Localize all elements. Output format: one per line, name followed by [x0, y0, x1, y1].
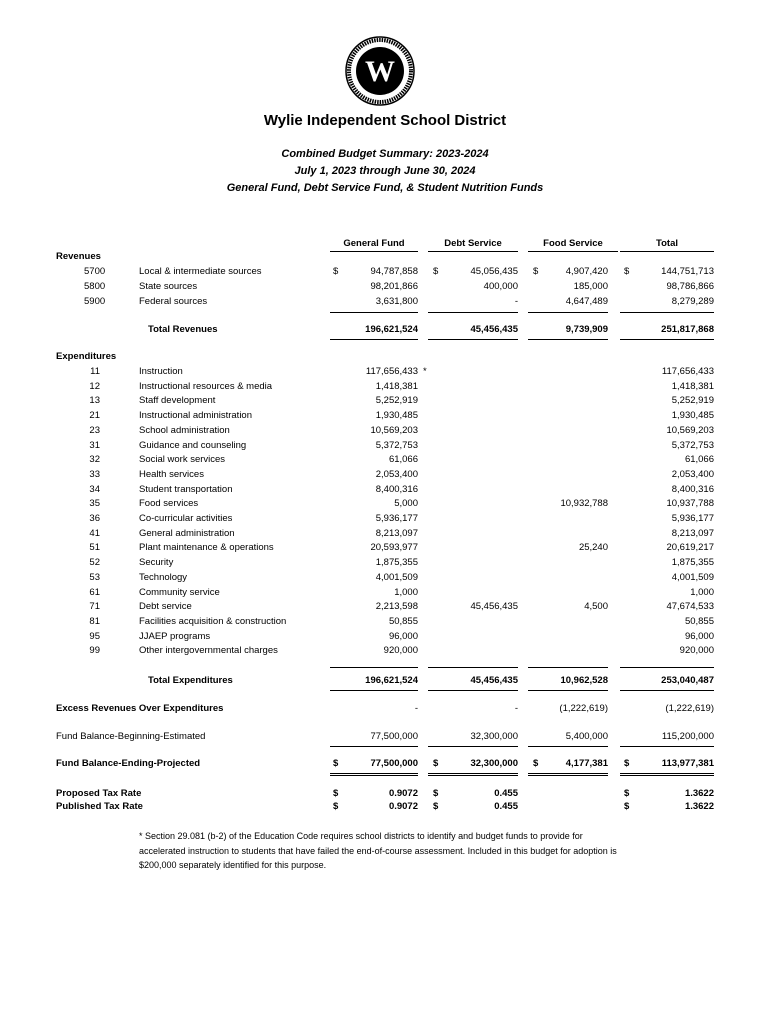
cell-fs: 4,500 — [584, 601, 608, 613]
cell-gf: 117,656,433 — [365, 366, 418, 377]
cell-gf: 1,930,485 — [375, 410, 418, 422]
row-name: State sources — [139, 281, 198, 292]
row-name: Plant maintenance & operations — [139, 542, 274, 554]
funds-description: General Fund, Debt Service Fund, & Student Nutrition Funds — [226, 182, 544, 194]
row-name: General administration — [139, 527, 235, 539]
row-name: JJAEP programs — [139, 630, 211, 642]
total-rule — [528, 339, 608, 340]
total-rule — [330, 773, 418, 774]
row-name: School administration — [139, 424, 230, 436]
proposed-tax-rate-label: Proposed Tax Rate — [56, 788, 142, 799]
row-code: 32 — [89, 454, 100, 466]
svg-text:W: W — [365, 55, 395, 88]
total-rule — [428, 312, 518, 313]
cell-total: 47,674,533 — [666, 601, 714, 613]
cell-total: 251,817,868 — [661, 324, 714, 335]
col-debt-service: Debt Service — [428, 238, 518, 252]
row-name: Instruction — [139, 366, 183, 377]
cell-ds: 45,456,435 — [470, 601, 518, 613]
col-general-fund: General Fund — [330, 238, 418, 252]
row-name: Food services — [139, 498, 199, 510]
col-total: Total — [620, 238, 714, 252]
cell-ds: 0.455 — [494, 788, 518, 799]
footnote-marker: * — [423, 366, 427, 377]
total-rule — [330, 339, 418, 340]
cell-gf: 3,631,800 — [375, 296, 418, 307]
total-rule — [330, 690, 418, 691]
cell-total: 115,200,000 — [661, 731, 714, 742]
total-rule — [528, 773, 608, 774]
cell-total: 10,569,203 — [666, 424, 714, 436]
total-rule — [528, 690, 608, 691]
cell-gf: 920,000 — [383, 645, 418, 657]
cell-total: 8,400,316 — [671, 483, 714, 495]
row-code: 31 — [89, 439, 100, 451]
cell-total: 20,619,217 — [666, 542, 714, 554]
cell-gf: 4,001,509 — [375, 571, 418, 583]
cell-ds: 32,300,000 — [470, 758, 518, 769]
cell-gf: 1,000 — [394, 586, 418, 598]
cell-total: 2,053,400 — [671, 468, 714, 480]
cell-gf: 98,201,866 — [370, 281, 418, 292]
row-name: Social work services — [139, 454, 226, 466]
row-name: Debt service — [139, 601, 192, 613]
district-seal-logo — [345, 36, 415, 106]
cell-ds: 0.455 — [494, 801, 518, 812]
cell-ds: 32,300,000 — [470, 731, 518, 742]
cell-gf: 2,053,400 — [375, 468, 418, 480]
cell-total: 98,786,866 — [666, 281, 714, 292]
total-rule — [428, 746, 518, 747]
cell-fs: 9,739,909 — [565, 324, 608, 335]
dollar-sign: $ — [624, 788, 630, 799]
cell-gf: 77,500,000 — [370, 758, 418, 769]
cell-total: 117,656,433 — [661, 366, 714, 377]
cell-gf: - — [414, 703, 418, 714]
row-code: 21 — [89, 410, 100, 422]
cell-total: 8,279,289 — [671, 296, 714, 307]
row-code: 11 — [90, 366, 100, 377]
dollar-sign: $ — [624, 266, 630, 277]
dollar-sign: $ — [533, 758, 539, 769]
cell-total: 113,977,381 — [661, 758, 714, 769]
cell-gf: 196,621,524 — [365, 324, 418, 335]
cell-gf: 196,621,524 — [365, 675, 418, 686]
row-name: Instructional administration — [139, 410, 252, 422]
footnote: * Section 29.081 (b-2) of the Education Code requires school districts to identify and budget funds to provide for accelerated instruction to students that have failed the end-of-course assessment. Included in this budget for adoption is $200,000 separately identified for this purpose. — [139, 831, 617, 870]
cell-fs: (1,222,619) — [559, 703, 608, 714]
cell-gf: 96,000 — [388, 630, 418, 642]
cell-total: 1.3622 — [684, 801, 714, 812]
total-rule — [620, 339, 714, 340]
cell-total: 253,040,487 — [661, 675, 714, 686]
col-food-service: Food Service — [528, 238, 618, 252]
district-title: Wylie Independent School District — [263, 112, 507, 129]
row-code: 99 — [89, 645, 100, 657]
dollar-sign: $ — [333, 758, 339, 769]
cell-gf: 94,787,858 — [370, 266, 418, 277]
cell-total: 1,000 — [690, 586, 714, 598]
cell-fs: 5,400,000 — [565, 731, 608, 742]
row-code: 23 — [89, 424, 100, 436]
row-name: Student transportation — [139, 483, 233, 495]
total-rule — [528, 775, 608, 776]
row-code: 35 — [89, 498, 100, 510]
cell-ds: 45,456,435 — [470, 324, 518, 335]
row-code: 12 — [89, 380, 100, 392]
cell-gf: 50,855 — [388, 615, 418, 627]
row-name: Federal sources — [139, 296, 208, 307]
cell-ds: - — [514, 296, 518, 307]
row-code: 71 — [89, 601, 100, 613]
cell-gf: 20,593,977 — [370, 542, 418, 554]
cell-gf: 5,000 — [394, 498, 418, 510]
dollar-sign: $ — [333, 801, 339, 812]
total-rule — [428, 775, 518, 776]
dollar-sign: $ — [433, 801, 439, 812]
cell-total: 1,875,355 — [671, 557, 714, 569]
total-expenditures-label: Total Expenditures — [148, 675, 233, 686]
cell-fs: 10,962,528 — [560, 675, 608, 686]
row-name: Co-curricular activities — [139, 513, 233, 524]
total-rule — [330, 667, 418, 668]
revenues-heading: Revenues — [56, 251, 101, 262]
cell-fs: 4,647,489 — [565, 296, 608, 307]
cell-ds: 45,456,435 — [470, 675, 518, 686]
cell-fs: 4,177,381 — [565, 758, 608, 769]
dollar-sign: $ — [333, 788, 339, 799]
total-rule — [620, 746, 714, 747]
row-code: 53 — [89, 571, 100, 583]
cell-total: 5,252,919 — [671, 395, 714, 407]
cell-ds: - — [514, 703, 518, 714]
row-code: 13 — [89, 395, 100, 407]
cell-total: 10,937,788 — [666, 498, 714, 510]
cell-gf: 1,875,355 — [375, 557, 418, 569]
cell-fs: 25,240 — [578, 542, 608, 554]
row-name: Security — [139, 557, 174, 569]
cell-total: 8,213,097 — [671, 527, 714, 539]
total-rule — [330, 775, 418, 776]
cell-gf: 61,066 — [388, 454, 418, 466]
row-name: Guidance and counseling — [139, 439, 247, 451]
row-name: Facilities acquisition & construction — [139, 615, 287, 627]
row-code: 95 — [89, 630, 100, 642]
cell-ds: 45,056,435 — [470, 266, 518, 277]
cell-total: 144,751,713 — [661, 266, 714, 277]
cell-gf: 5,252,919 — [375, 395, 418, 407]
row-name: Technology — [139, 571, 188, 583]
total-rule — [528, 746, 608, 747]
total-rule — [330, 312, 418, 313]
cell-total: 5,936,177 — [671, 513, 714, 524]
total-rule — [428, 690, 518, 691]
row-code: 51 — [89, 542, 100, 554]
cell-gf: 2,213,598 — [375, 601, 418, 613]
dollar-sign: $ — [624, 801, 630, 812]
cell-total: 61,066 — [684, 454, 714, 466]
cell-fs: 10,932,788 — [560, 498, 608, 510]
published-tax-rate-label: Published Tax Rate — [56, 801, 143, 812]
dollar-sign: $ — [533, 266, 539, 277]
excess-label: Excess Revenues Over Expenditures — [56, 703, 224, 714]
cell-gf: 1,418,381 — [375, 380, 418, 392]
fund-end-label: Fund Balance-Ending-Projected — [56, 758, 201, 769]
row-name: Other intergovernmental charges — [139, 645, 278, 657]
cell-gf: 0.9072 — [388, 801, 418, 812]
cell-total: 96,000 — [684, 630, 714, 642]
total-rule — [330, 746, 418, 747]
total-rule — [528, 312, 608, 313]
cell-gf: 5,936,177 — [375, 513, 418, 524]
dollar-sign: $ — [433, 788, 439, 799]
cell-gf: 0.9072 — [388, 788, 418, 799]
total-rule — [620, 775, 714, 776]
cell-total: 1.3622 — [684, 788, 714, 799]
dollar-sign: $ — [433, 758, 439, 769]
cell-total: 5,372,753 — [671, 439, 714, 451]
total-rule — [428, 667, 518, 668]
cell-total: 1,930,485 — [671, 410, 714, 422]
cell-gf: 10,569,203 — [370, 424, 418, 436]
row-name: Instructional resources & media — [139, 380, 273, 392]
row-code: 5700 — [84, 266, 106, 277]
cell-gf: 77,500,000 — [370, 731, 418, 742]
cell-ds: 400,000 — [483, 281, 518, 292]
dollar-sign: $ — [624, 758, 630, 769]
total-rule — [620, 690, 714, 691]
cell-fs: 185,000 — [573, 281, 608, 292]
row-name: Community service — [139, 586, 220, 598]
budget-summary-title: Combined Budget Summary: 2023-2024 — [281, 148, 489, 160]
row-code: 5900 — [84, 296, 106, 307]
cell-gf: 8,400,316 — [375, 483, 418, 495]
row-name: Local & intermediate sources — [139, 266, 262, 277]
cell-gf: 8,213,097 — [375, 527, 418, 539]
row-code: 5800 — [84, 281, 106, 292]
row-code: 41 — [89, 527, 100, 539]
total-rule — [428, 773, 518, 774]
row-code: 33 — [89, 468, 100, 480]
total-rule — [528, 667, 608, 668]
cell-total: 4,001,509 — [671, 571, 714, 583]
row-name: Staff development — [139, 395, 216, 407]
expenditures-heading: Expenditures — [56, 351, 117, 362]
cell-total: (1,222,619) — [665, 703, 714, 714]
row-code: 36 — [89, 513, 100, 524]
dollar-sign: $ — [333, 266, 339, 277]
fiscal-period: July 1, 2023 through June 30, 2024 — [294, 165, 476, 177]
cell-total: 50,855 — [684, 615, 714, 627]
row-code: 61 — [89, 586, 100, 598]
row-code: 34 — [89, 483, 100, 495]
cell-gf: 5,372,753 — [375, 439, 418, 451]
total-rule — [620, 773, 714, 774]
cell-total: 1,418,381 — [671, 380, 714, 392]
dollar-sign: $ — [433, 266, 439, 277]
row-code: 81 — [89, 615, 100, 627]
total-rule — [620, 667, 714, 668]
fund-begin-label: Fund Balance-Beginning-Estimated — [56, 731, 206, 742]
cell-total: 920,000 — [679, 645, 714, 657]
total-rule — [620, 312, 714, 313]
row-code: 52 — [89, 557, 100, 569]
total-rule — [428, 339, 518, 340]
row-name: Health services — [139, 468, 204, 480]
total-revenues-label: Total Revenues — [148, 324, 218, 335]
cell-fs: 4,907,420 — [565, 266, 608, 277]
